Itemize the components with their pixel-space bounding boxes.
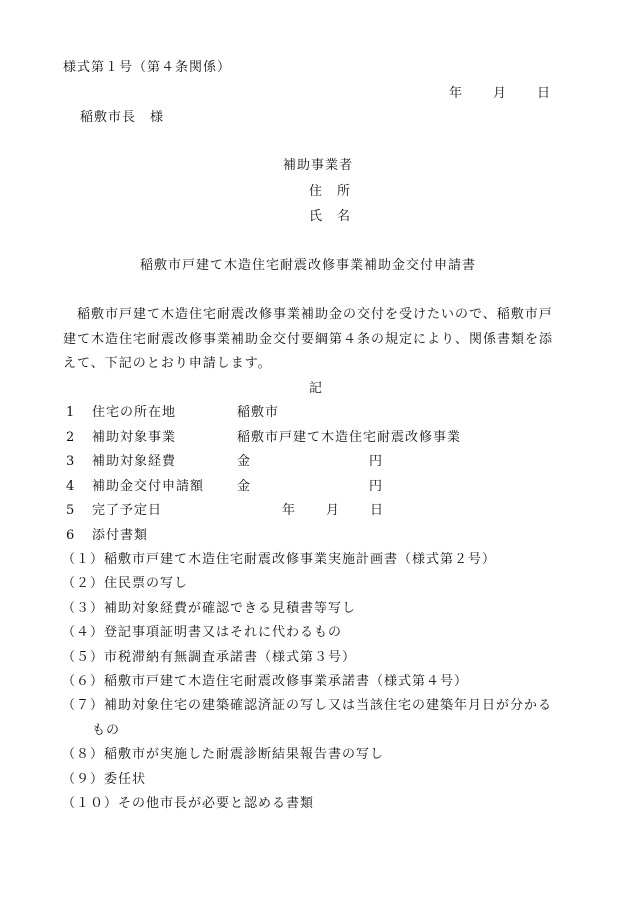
item-value: 稲敷市戸建て木造住宅耐震改修事業 — [237, 430, 462, 445]
attachment-item: （１）稲敷市戸建て木造住宅耐震改修事業実施計画書（様式第２号） — [62, 552, 497, 567]
attachment-item: （３）補助対象経費が確認できる見積書等写し — [62, 601, 357, 616]
attachment-item: （９）委任状 — [62, 772, 147, 787]
item-label: 住宅の所在地 — [92, 405, 177, 420]
item-number: 5 — [66, 503, 76, 518]
date-year-label: 年 — [449, 86, 464, 101]
attachment-item: （４）登記事項証明書又はそれに代わるもの — [62, 625, 343, 640]
document-title: 稲敷市戸建て木造住宅耐震改修事業補助金交付申請書 — [140, 258, 477, 273]
attachment-item: （１０）その他市長が必要と認める書類 — [62, 796, 315, 811]
attachment-item: （７）補助対象住宅の建築確認済証の写し又は当該住宅の建築年月日が分かる — [62, 698, 553, 713]
form-number: 様式第１号（第４条関係） — [63, 60, 232, 75]
item-value: 稲敷市 — [237, 405, 280, 420]
ki-heading: 記 — [309, 381, 324, 396]
completion-month-label: 月 — [326, 503, 341, 518]
completion-day-label: 日 — [370, 503, 385, 518]
item-label: 補助金交付申請額 — [92, 479, 205, 494]
item-label: 添付書類 — [92, 528, 149, 543]
applicant-name-label: 氏 名 — [309, 209, 352, 224]
item-label: 補助対象事業 — [92, 430, 177, 445]
applicant-title: 補助事業者 — [283, 158, 354, 173]
item-number: 3 — [66, 454, 76, 469]
body-line: 稲敷市戸建て木造住宅耐震改修事業補助金の交付を受けたいので、稲敷市戸 — [63, 307, 553, 322]
attachment-item: （５）市税滞納有無調査承諾書（様式第３号） — [62, 650, 357, 665]
attachment-item: （２）住民票の写し — [62, 576, 189, 591]
item-suffix: 円 — [369, 454, 384, 469]
item-number: 4 — [66, 479, 76, 494]
item-value: 金 — [237, 479, 252, 494]
attachment-item: （８）稲敷市が実施した耐震診断結果報告書の写し — [62, 747, 385, 762]
item-number: 6 — [66, 528, 76, 543]
applicant-address-label: 住 所 — [309, 184, 352, 199]
body-line: えて、下記のとおり申請します。 — [63, 356, 272, 371]
item-label: 補助対象経費 — [92, 454, 177, 469]
addressee: 稲敷市長 様 — [80, 110, 165, 125]
item-suffix: 円 — [369, 479, 384, 494]
item-number: 1 — [66, 405, 76, 420]
item-label: 完了予定日 — [92, 503, 163, 518]
date-day-label: 日 — [537, 86, 552, 101]
item-value: 金 — [237, 454, 252, 469]
body-line: 建て木造住宅耐震改修事業補助金交付要綱第４条の規定により、関係書類を添 — [63, 332, 554, 347]
attachment-item-continuation: もの — [92, 723, 121, 738]
completion-year-label: 年 — [282, 503, 297, 518]
date-month-label: 月 — [493, 86, 508, 101]
attachment-item: （６）稲敷市戸建て木造住宅耐震改修事業承諾書（様式第４号） — [62, 674, 469, 689]
item-number: 2 — [66, 430, 76, 445]
